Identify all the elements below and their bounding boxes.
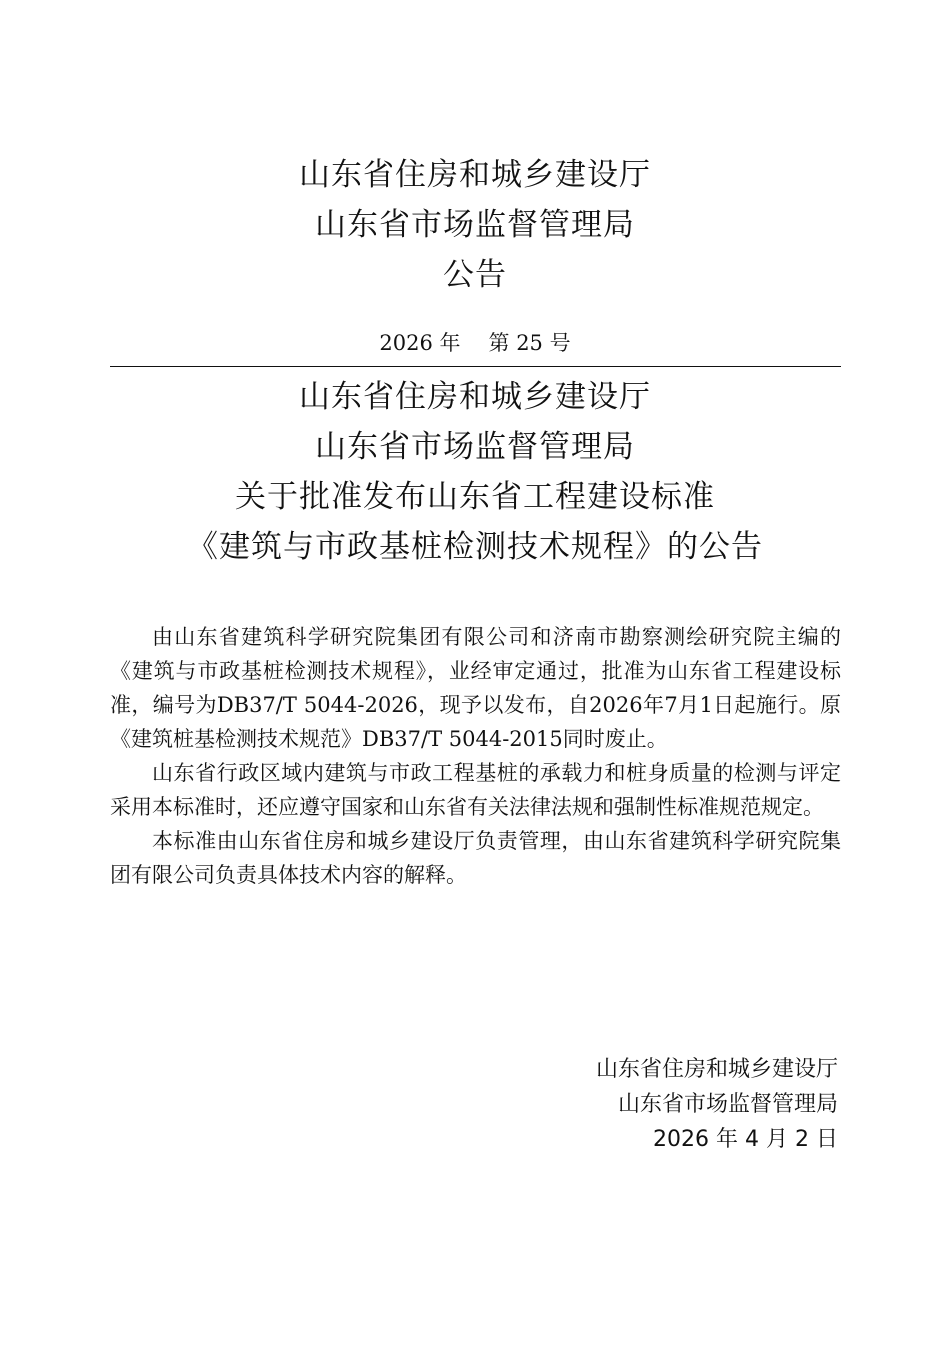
document-title (0, 372, 950, 572)
header-doc-type: 公告 (443, 257, 507, 293)
header-agency-housing: 山东省住房和城乡建设厅 (299, 157, 651, 193)
signature-block (596, 1052, 838, 1157)
document-header (0, 150, 950, 300)
issue-year: 2026 年 (379, 331, 461, 355)
title-line-1: 山东省住房和城乡建设厅 (299, 379, 651, 415)
title-line-3: 关于批准发布山东省工程建设标准 (235, 479, 715, 515)
signature-agency-market: 山东省市场监督管理局 (617, 1092, 838, 1117)
issue-serial: 第 25 号 (488, 331, 571, 355)
issue-number (0, 326, 950, 360)
document-body (110, 620, 841, 892)
body-paragraph: 由山东省建筑科学研究院集团有限公司和济南市勘察测绘研究院主编的《建筑与市政基桩检测技术规程》，业经审定通过，批准为山东省工程建设标准，编号为DB37/T 5044-2026，现予以发布，自2026年7月1日起施行。原《建筑桩基检测技术规范》DB37/T 5044-2015同时废止。 (110, 625, 841, 751)
title-line-2: 山东省市场监督管理局 (315, 429, 635, 465)
signature-date: 2026 年 4 月 2 日 (653, 1127, 838, 1152)
signature-agency-housing: 山东省住房和城乡建设厅 (595, 1057, 838, 1082)
body-paragraph: 山东省行政区域内建筑与市政工程基桩的承载力和桩身质量的检测与评定采用本标准时，还应遵守国家和山东省有关法律法规和强制性标准规范规定。 (110, 761, 841, 819)
body-paragraph: 本标准由山东省住房和城乡建设厅负责管理，由山东省建筑科学研究院集团有限公司负责具体技术内容的解释。 (110, 829, 841, 887)
header-agency-market: 山东省市场监督管理局 (315, 207, 635, 243)
title-line-4: 《建筑与市政基桩检测技术规程》的公告 (187, 529, 763, 565)
header-divider (110, 366, 841, 367)
